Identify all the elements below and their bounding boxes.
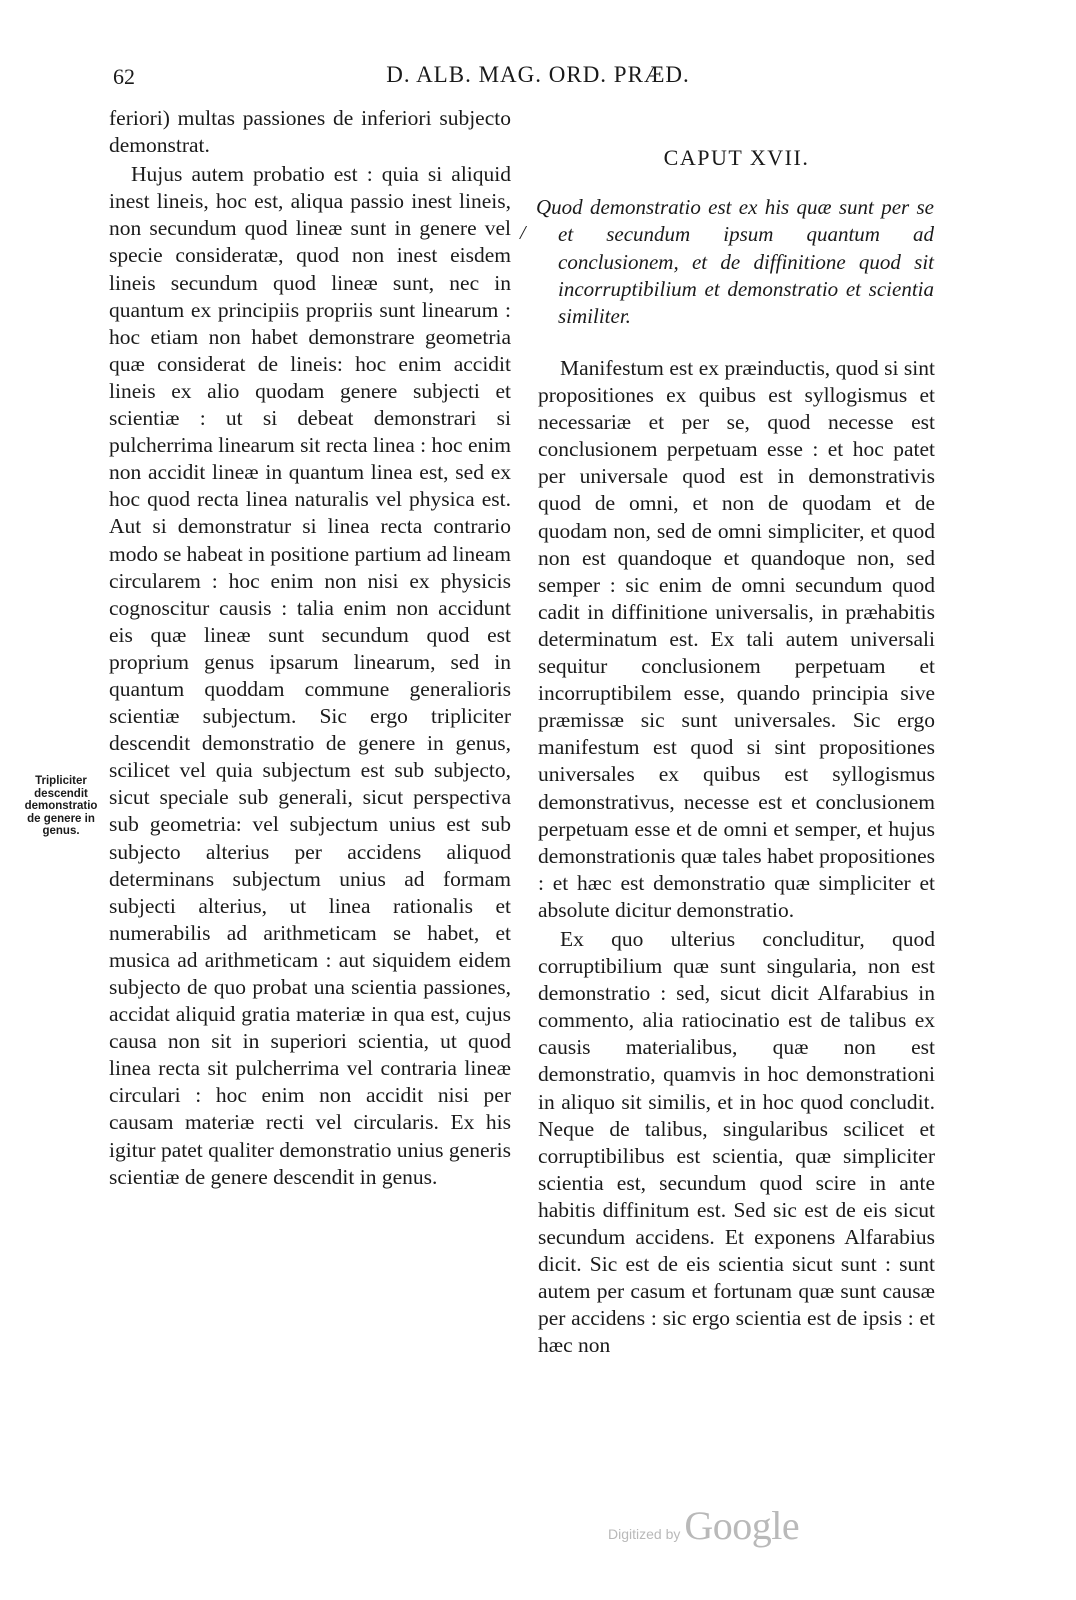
running-head: D. ALB. MAG. ORD. PRÆD. [386, 62, 690, 87]
watermark-prefix: Digitized by [608, 1526, 681, 1542]
margin-note: Tripliciter descendit demonstratio de genere in genus. [24, 775, 98, 837]
google-watermark [608, 1502, 799, 1549]
page-number: 62 [113, 64, 135, 89]
left-column [109, 105, 511, 1191]
google-logo: Google [684, 1503, 800, 1548]
right-paragraph-2: Ex quo ulterius concluditur, quod corruptibilium quæ sunt singularia, non est demonstratio : sed, sicut dicit Alfarabius in commento, alia ratiocinatio est de talibus ex causis materialibus, quæ non est demonstratio, quamvis in hoc demonstrationi in aliquo sit similis, et in hoc quod concludit. Neque de talibus, singularibus scilicet et corruptibilibus est scientia, quæ simpliciter scientia est, secundum quod scire in ante habitis diffinitum est. Sed sic est de eis sicut secundum accidens. Et exponens Alfarabius dicit. Sic est de eis scientia sicut sunt : sunt autem per casum et fortunam quæ sunt causæ per accidens : sic ergo scientia est de ipsis : et hæc non [538, 926, 935, 1358]
stray-mark: / [520, 222, 526, 244]
chapter-summary-text: Quod demonstratio est ex his quæ sunt per se et secundum ipsum quantum ad conclusionem, et de diffinitione quod sit incorruptibilium et demonstratio et scientia similiter. [536, 195, 934, 329]
right-paragraph-1: Manifestum est ex præinductis, quod si sint propositiones ex quibus est syllogismus et necessariæ et per se, quod necesse est conclusionem perpetuam esse : et hoc patet per universale quod est in demonstrativis quod de omni, et non de quodam et de quodam non, sed de omni simpliciter, et quod non est quandoque et quandoque non, sed semper : sic enim de omni secundum quod cadit in diffinitione universalis, in præhabitis determinatum est. Ex tali autem universali sequitur conclusionem perpetuam et incorruptibilem esse, quando principia sive præmissæ sic sunt universales. Sic ergo manifestum est quod si sint propositiones universales ex quibus est syllogismus demonstrativus, necesse est et conclusionem perpetuam esse et de omni et semper, et hujus demonstrationis quæ tales habet propositiones : et hæc est demonstratio quæ simpliciter et absolute dicitur demonstratio. [538, 356, 935, 922]
left-paragraph-1: feriori) multas passiones de inferiori subjecto demonstrat. [109, 106, 511, 158]
right-column [538, 355, 935, 1359]
left-paragraph-2: Hujus autem probatio est : quia si aliquid inest lineis, hoc est, aliqua passio inest lineis, non secundum quod lineæ sunt in genere vel specie consideratæ, quod non inest eisdem lineis secundum quod lineæ sunt, nec in quantum ex principiis propriis sunt linearum : hoc etiam non habet demonstrare geometria quæ considerat de lineis: hoc enim accidit lineis ex alio quodam genere subjecti et scientiæ : ut si debeat demonstrari si pulcherrima linearum sit recta linea : hoc enim non accidit lineæ in quantum linea est, sed ex hoc quod recta linea naturalis vel physica est. Aut si demonstratur si linea recta contrario modo se habeat in positione partium ad lineam circularem : hoc enim non nisi ex physicis cognoscitur causis : talia enim non accidunt eis quæ lineæ sunt secundum quod est proprium genus ipsarum linearum, sed in quantum quoddam commune generalioris scientiæ subjectum. Sic ergo tripliciter descendit demonstratio de genere in genus, scilicet vel quia subjectum est sub subjecto, sicut speciale sub generali, sicut perspectiva sub geometria: vel subjectum unius est sub subjecto alterius per accidens aliquod determinans subjectum unius ad formam subjecti alterius, ut linea rationalis et numerabilis ad arithmeticam se habet, et musica ad arithmeticam : aut siquidem eidem subjecto de quo probat una scientia passiones, accidat aliquid gratia materiæ in qua est, cujus causa non sit in superiori scientia, ut quod linea recta sit pulcherrima vel contraria lineæ circulari : hoc enim non accidit nisi per causam materiæ recti vel circularis. Ex his igitur patet qualiter demonstratio unius generis scientiæ de genere descendit in genus. [109, 162, 511, 1189]
chapter-heading: CAPUT XVII. [663, 145, 810, 170]
chapter-summary [536, 194, 934, 330]
